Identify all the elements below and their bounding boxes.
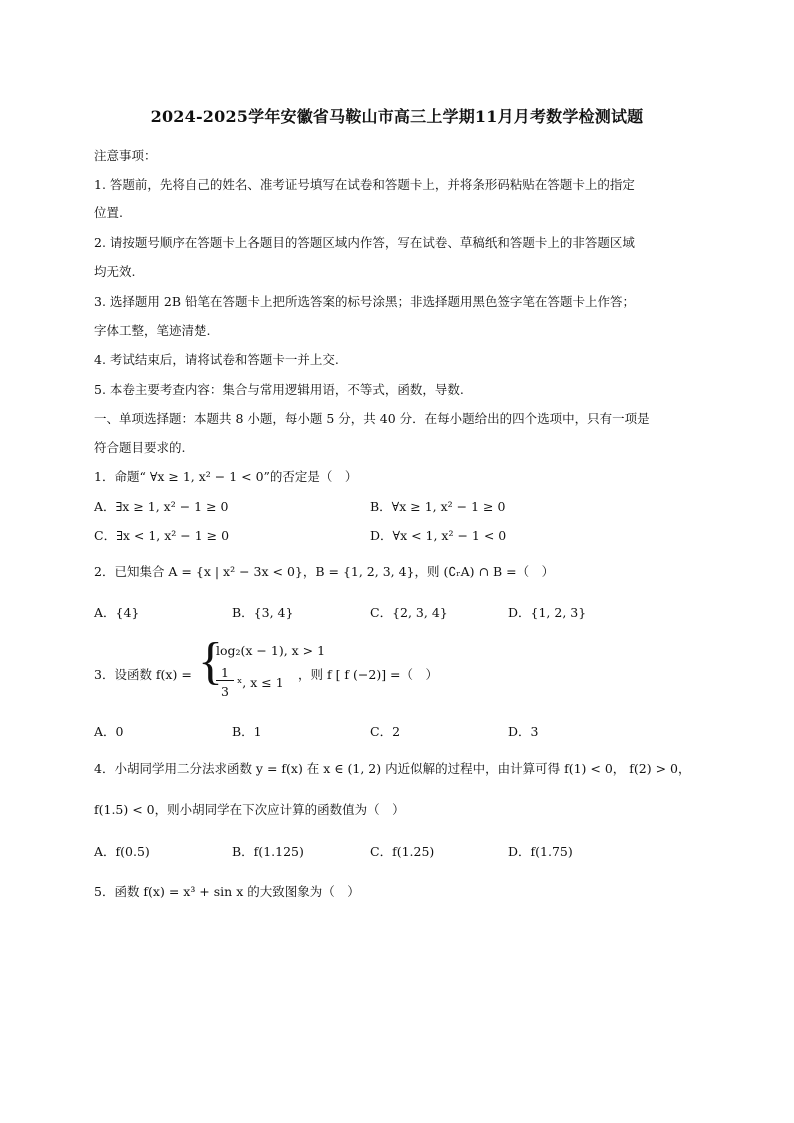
- notice-line: 2. 请按题号顺序在答题卡上各题目的答题区域内作答，写在试卷、草稿纸和答题卡上的非答题区域: [94, 235, 635, 250]
- question-3-stem-prefix: 3．设函数 f(x) =: [94, 667, 192, 682]
- q1-option-d: D．∀x < 1, x² − 1 < 0: [370, 528, 507, 543]
- q2-option-a: A．{4}: [94, 605, 140, 620]
- q3-case-2: ˣ, x ≤ 1: [237, 675, 284, 690]
- notice-line: 4. 考试结束后，请将试卷和答题卡一并上交.: [94, 352, 339, 367]
- q4-option-b: B．f(1.125): [232, 844, 304, 859]
- q1-option-b: B．∀x ≥ 1, x² − 1 ≥ 0: [370, 499, 506, 514]
- q2-option-d: D．{1, 2, 3}: [508, 605, 587, 620]
- notice-line: 3. 选择题用 2B 铅笔在答题卡上把所选答案的标号涂黑；非选择题用黑色签字笔在答题卡上作答；: [94, 294, 635, 309]
- q3-option-c: C．2: [370, 724, 401, 739]
- q1-option-c: C．∃x < 1, x² − 1 ≥ 0: [94, 528, 230, 543]
- q2-option-b: B．{3, 4}: [232, 605, 294, 620]
- q3-option-d: D．3: [508, 724, 539, 739]
- question-4-stem: 4．小胡同学用二分法求函数 y = f(x) 在 x ∈ (1, 2) 内近似解的过程中，由计算可得 f(1) < 0， f(2) > 0，: [94, 761, 691, 776]
- notice-heading: 注意事项：: [94, 148, 157, 163]
- q1-option-a: A．∃x ≥ 1, x² − 1 ≥ 0: [94, 499, 229, 514]
- q3-fraction-numerator: 1: [216, 665, 234, 681]
- question-4-stem-cont: f(1.5) < 0，则小胡同学在下次应计算的函数值为（ ）: [94, 802, 405, 817]
- notice-line: 字体工整，笔迹清楚.: [94, 323, 211, 338]
- question-2-stem: 2．已知集合 A = {x | x² − 3x < 0}，B = {1, 2, 3, 4}，则 (∁ᵣA) ∩ B =（ ）: [94, 564, 555, 579]
- question-5-stem: 5．函数 f(x) = x³ + sin x 的大致图象为（ ）: [94, 884, 360, 899]
- q3-option-b: B．1: [232, 724, 262, 739]
- exam-title: 2024-2025学年安徽省马鞍山市高三上学期11月月考数学检测试题: [150, 107, 644, 126]
- question-3-stem-suffix: ，则 f [ f (−2)] =（ ）: [298, 667, 439, 682]
- q2-option-c: C．{2, 3, 4}: [370, 605, 448, 620]
- question-1-stem: 1．命题“ ∀x ≥ 1, x² − 1 < 0”的否定是（ ）: [94, 469, 358, 484]
- notice-line: 1. 答题前，先将自己的姓名、准考证号填写在试卷和答题卡上，并将条形码粘贴在答题卡上的指定: [94, 177, 635, 192]
- notice-line: 均无效.: [94, 264, 136, 279]
- notice-line: 位置.: [94, 205, 123, 220]
- notice-line: 5. 本卷主要考查内容：集合与常用逻辑用语，不等式，函数，导数.: [94, 382, 464, 397]
- section-heading-cont: 符合题目要求的.: [94, 440, 186, 455]
- section-heading: 一、单项选择题：本题共 8 小题，每小题 5 分，共 40 分．在每小题给出的四个选项中，只有一项是: [94, 411, 650, 426]
- q4-option-d: D．f(1.75): [508, 844, 573, 859]
- q4-option-a: A．f(0.5): [94, 844, 150, 859]
- piecewise-brace: {: [198, 633, 223, 690]
- q3-option-a: A．0: [94, 724, 124, 739]
- q3-fraction-denominator: 3: [221, 684, 229, 699]
- q3-case-1: log₂(x − 1), x > 1: [216, 643, 326, 658]
- q4-option-c: C．f(1.25): [370, 844, 435, 859]
